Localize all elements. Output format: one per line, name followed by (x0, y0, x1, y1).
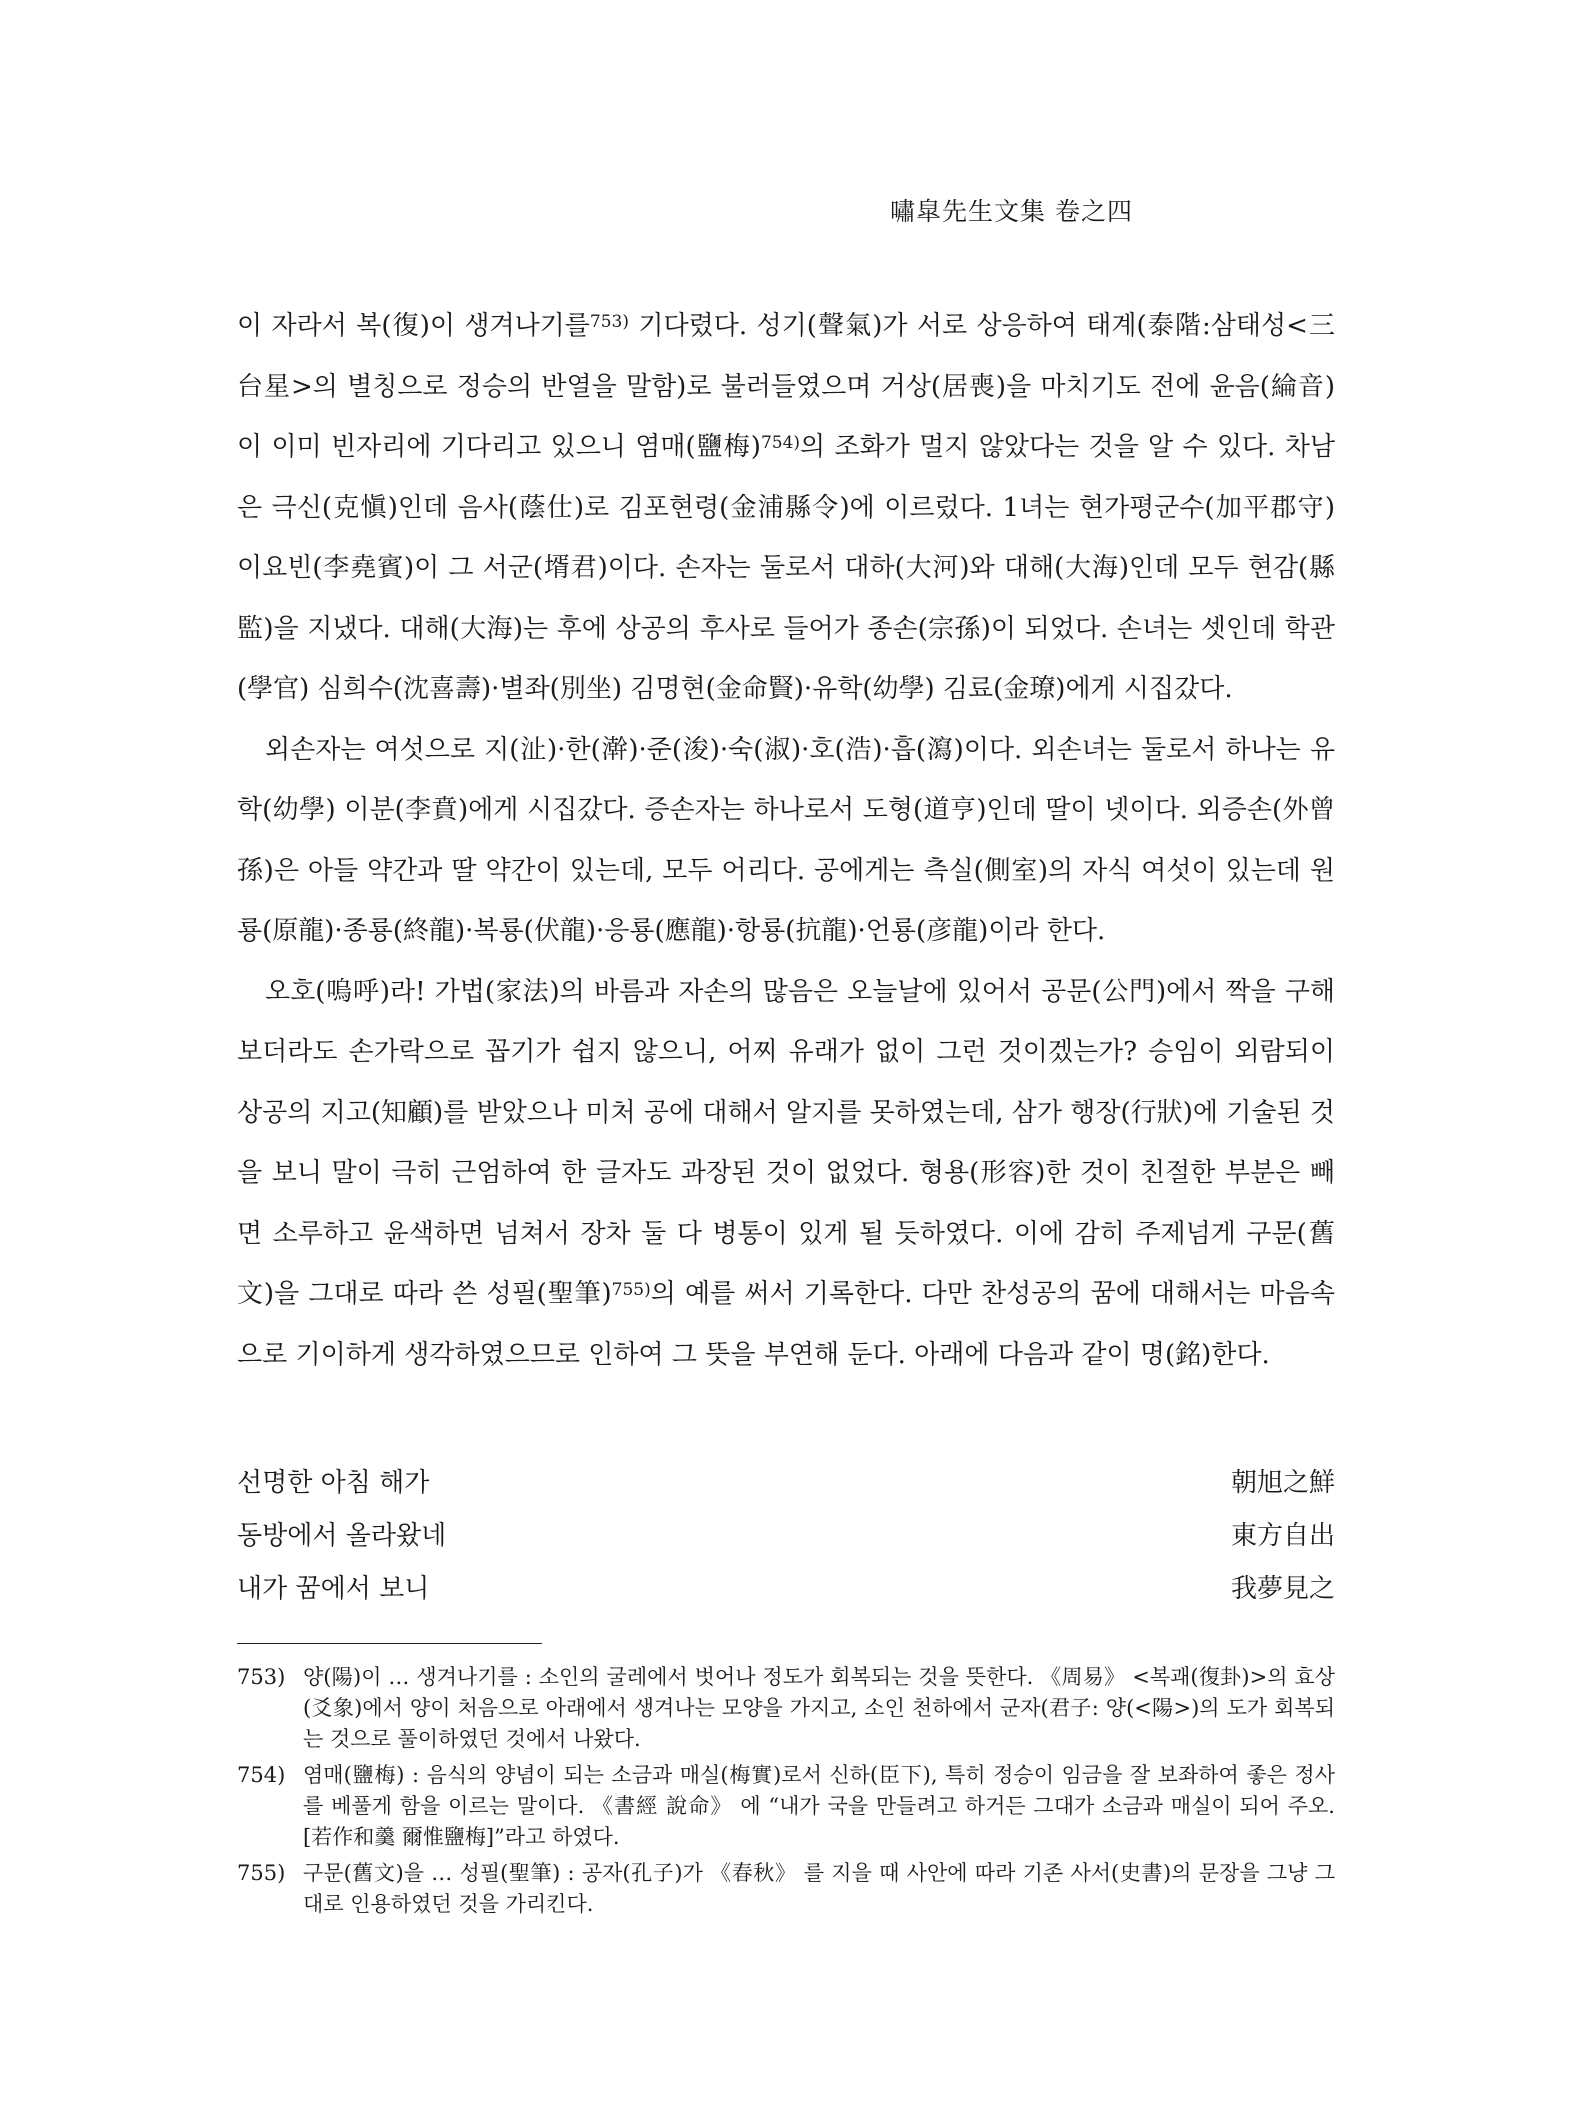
body-text (237, 296, 1335, 1385)
poem-hanja: 東方自出 (1230, 1521, 1335, 1551)
body-paragraph (237, 962, 1335, 1386)
text-segment: 외손자는 여섯으로 지(沚)·한(澣)·준(浚)·숙(淑)·호(浩)·흡(瀉)이다. 외손녀는 둘로서 하나는 유학(幼學) 이분(李賁)에게 시집갔다. 증손자는 하나로서 도형(道亨)인데 딸이 넷이다. 외증손(外曾孫)은 아들 약간과 딸 약간이 있는데, 모두 어리다. 공에게는 측실(側室)의 자식 여섯이 있는데 원룡(原龍)·종룡(終龍)·복룡(伏龍)·응룡(應龍)·항룡(抗龍)·언룡(彦龍)이라 한다. (237, 734, 1335, 946)
text-segment: 기다렸다. 성기(聲氣)가 서로 상응하여 태계(泰階:삼태성<三台星>의 별칭으로 정승의 반열을 말함)로 불러들였으며 거상(居喪)을 마치기도 전에 윤음(綸音)이 이미 빈자리에 기다리고 있으니 염매(鹽梅) (237, 311, 1336, 462)
footnote-number: 755) (237, 1861, 286, 1885)
text-segment: 오호(嗚呼)라! 가법(家法)의 바름과 자손의 많음은 오늘날에 있어서 공문(公門)에서 짝을 구해보더라도 손가락으로 꼽기가 쉽지 않으니, 어찌 유래가 없이 그런 것이겠는가? 승임이 외람되이 상공의 지고(知顧)를 받았으나 미처 공에 대해서 알지를 못하였는데, 삼가 행장(行狀)에 기술된 것을 보니 말이 극히 근엄하여 한 글자도 과장된 것이 없었다. 형용(形容)한 것이 친절한 부분은 빼면 소루하고 윤색하면 넘쳐서 장차 둘 다 병통이 있게 될 듯하였다. 이에 감히 주제넘게 구문(舊文)을 그대로 따라 쓴 성필(聖筆) (237, 976, 1335, 1309)
poem-korean: 동방에서 올라왔네 (237, 1521, 447, 1551)
poem-korean: 선명한 아침 해가 (237, 1468, 430, 1498)
poem-korean: 내가 꿈에서 보니 (237, 1574, 430, 1604)
text-segment: 의 예를 써서 기록한다. 다만 찬성공의 꿈에 대해서는 마음속으로 기이하게 생각하였으므로 인하여 그 뜻을 부연해 둔다. 아래에 다음과 같이 명(銘)한다. (237, 1279, 1335, 1370)
footnote (237, 1858, 1335, 1920)
text-segment: 의 조화가 멀지 않았다는 것을 알 수 있다. 차남은 극신(克愼)인데 음사(蔭仕)로 김포현령(金浦縣令)에 이르렀다. 1녀는 현가평군수(加平郡守) 이요빈(李堯賓)이 그 서군(壻君)이다. 손자는 둘로서 대하(大河)와 대해(大海)인데 모두 현감(縣監)을 지냈다. 대해(大海)는 후에 상공의 후사로 들어가 종손(宗孫)이 되었다. 손녀는 셋인데 학관(學官) 심희수(沈喜壽)·별좌(別坐) 김명현(金命賢)·유학(幼學) 김료(金璙)에게 시집갔다. (237, 432, 1335, 704)
footnote-text: 양(陽)이 … 생겨나기를 : 소인의 굴레에서 벗어나 정도가 회복되는 것을 뜻한다. 《周易》 <복괘(復卦)>의 효상(爻象)에서 양이 처음으로 아래에서 생겨나는 모양을 가지고, 소인 천하에서 군자(君子: 양(<陽>)의 도가 회복되는 것으로 풀이하였던 것에서 나왔다. (303, 1665, 1335, 1751)
footnote (237, 1662, 1335, 1755)
page-header-title: 嘯皐先生文集 卷之四 (890, 197, 1133, 226)
poem-line (237, 1510, 1335, 1563)
body-paragraph (237, 720, 1335, 962)
footnote-reference[interactable]: 753) (589, 312, 630, 332)
poem-hanja: 朝旭之鮮 (1230, 1468, 1335, 1498)
footnote-divider (237, 1643, 542, 1644)
inscription-poem (237, 1457, 1335, 1616)
poem-line (237, 1563, 1335, 1616)
footnote-reference[interactable]: 755) (611, 1280, 651, 1300)
footnote-text: 염매(鹽梅) : 음식의 양념이 되는 소금과 매실(梅實)로서 신하(臣下), 특히 정승이 임금을 잘 보좌하여 좋은 정사를 베풀게 함을 이르는 말이다. 《書經 說命》 에 “내가 국을 만들려고 하거든 그대가 소금과 매실이 되어 주오.[若作和羹 爾惟鹽梅]”라고 하였다. (303, 1763, 1335, 1849)
footnote-reference[interactable]: 754) (760, 433, 801, 453)
footnote-text: 구문(舊文)을 … 성필(聖筆) : 공자(孔子)가 《春秋》 를 지을 때 사안에 따라 기존 사서(史書)의 문장을 그냥 그대로 인용하였던 것을 가리킨다. (303, 1861, 1335, 1916)
poem-line (237, 1457, 1335, 1510)
footnote-number: 754) (237, 1763, 286, 1787)
footnote (237, 1760, 1335, 1853)
text-segment: 이 자라서 복(復)이 생겨나기를 (237, 311, 590, 341)
footnotes (237, 1662, 1335, 1925)
poem-hanja: 我夢見之 (1230, 1574, 1335, 1604)
body-paragraph (237, 296, 1335, 720)
footnote-number: 753) (237, 1665, 286, 1689)
